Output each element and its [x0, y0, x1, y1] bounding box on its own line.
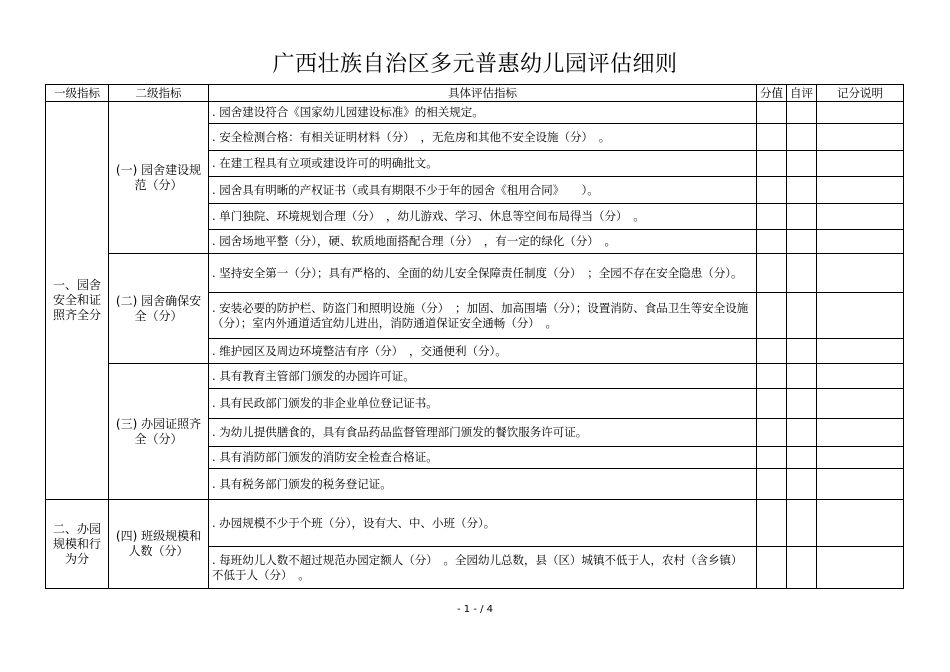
page-number: - 1 - / 4: [456, 604, 494, 615]
self-eval-cell: [787, 230, 817, 254]
table-row: [46, 364, 904, 389]
level1-cell: 一、园舍安全和证照齐全分: [46, 102, 109, 500]
self-eval-cell: [787, 547, 817, 589]
page-title: 广西壮族自治区多元普惠幼儿园评估细则: [272, 52, 678, 77]
notes-cell: [817, 419, 904, 447]
notes-cell: [817, 204, 904, 230]
criteria-cell: . 园舍具有明晰的产权证书（或具有期限不少于年的园舍《租用合同》 ）。: [209, 177, 757, 204]
table-row: [46, 102, 904, 124]
criteria-cell: . 具有民政部门颁发的非企业单位登记证书。: [209, 389, 757, 419]
header-criteria: 具体评估指标: [209, 85, 757, 102]
score-cell: [757, 151, 787, 177]
self-eval-cell: [787, 151, 817, 177]
header-level2: 二级指标: [109, 85, 209, 102]
score-cell: [757, 447, 787, 469]
score-cell: [757, 102, 787, 124]
self-eval-cell: [787, 364, 817, 389]
self-eval-cell: [787, 469, 817, 500]
score-cell: [757, 204, 787, 230]
notes-cell: [817, 230, 904, 254]
score-cell: [757, 339, 787, 364]
criteria-cell: . 具有教育主管部门颁发的办园许可证。: [209, 364, 757, 389]
notes-cell: [817, 500, 904, 547]
score-cell: [757, 177, 787, 204]
criteria-cell: . 每班幼儿人数不超过规范办园定额人（分） 。全园幼儿总数，县（区）城镇不低于人，农村（含乡镇）不低于人（分） 。: [209, 547, 757, 589]
self-eval-cell: [787, 124, 817, 151]
criteria-cell: . 安装必要的防护栏、防盗门和照明设施（分） ；加固、加高围墙（分）；设置消防、食品卫生等安全设施（分）；室内外通道适宜幼儿进出，消防通道保证安全通畅（分） 。: [209, 293, 757, 339]
notes-cell: [817, 177, 904, 204]
criteria-cell: . 单门独院、环境规划合理（分） ，幼儿游戏、学习、休息等空间布局得当（分） 。: [209, 204, 757, 230]
self-eval-cell: [787, 389, 817, 419]
criteria-cell: . 为幼儿提供膳食的，具有食品药品监督管理部门颁发的餐饮服务许可证。: [209, 419, 757, 447]
score-cell: [757, 230, 787, 254]
score-cell: [757, 469, 787, 500]
self-eval-cell: [787, 339, 817, 364]
notes-cell: [817, 469, 904, 500]
criteria-cell: . 园舍建设符合《国家幼儿园建设标准》的相关规定。: [209, 102, 757, 124]
notes-cell: [817, 389, 904, 419]
header-score: 分值: [757, 85, 787, 102]
criteria-cell: . 办园规模不少于个班（分），设有大、中、小班（分）。: [209, 500, 757, 547]
criteria-cell: . 维护园区及周边环境整洁有序（分） ，交通便利（分）。: [209, 339, 757, 364]
score-cell: [757, 124, 787, 151]
criteria-cell: . 坚持安全第一（分）；具有严格的、全面的幼儿安全保障责任制度（分） ；全园不存在安全隐患（分）。: [209, 254, 757, 293]
table-row: [46, 500, 904, 547]
criteria-cell: . 具有消防部门颁发的消防安全检查合格证。: [209, 447, 757, 469]
header-row: [46, 85, 904, 102]
notes-cell: [817, 124, 904, 151]
score-cell: [757, 547, 787, 589]
notes-cell: [817, 364, 904, 389]
score-cell: [757, 293, 787, 339]
level2-cell: (一) 园舍建设规范（分）: [109, 102, 209, 254]
header-level1: 一级指标: [46, 85, 109, 102]
notes-cell: [817, 102, 904, 124]
evaluation-table: [45, 84, 904, 589]
score-cell: [757, 419, 787, 447]
self-eval-cell: [787, 293, 817, 339]
score-cell: [757, 254, 787, 293]
notes-cell: [817, 547, 904, 589]
level2-cell: (三) 办园证照齐全（分）: [109, 364, 209, 500]
level2-cell: (四) 班级规模和人数（分）: [109, 500, 209, 589]
level2-cell: (二) 园舍确保安全（分）: [109, 254, 209, 364]
score-cell: [757, 500, 787, 547]
criteria-cell: . 安全检测合格：有相关证明材料（分） ，无危房和其他不安全设施（分） 。: [209, 124, 757, 151]
notes-cell: [817, 151, 904, 177]
self-eval-cell: [787, 500, 817, 547]
score-cell: [757, 364, 787, 389]
criteria-cell: . 在建工程具有立项或建设许可的明确批文。: [209, 151, 757, 177]
notes-cell: [817, 254, 904, 293]
self-eval-cell: [787, 204, 817, 230]
table-row: [46, 254, 904, 293]
self-eval-cell: [787, 419, 817, 447]
self-eval-cell: [787, 447, 817, 469]
level1-cell: 二、办园规模和行为分: [46, 500, 109, 589]
criteria-cell: . 园舍场地平整（分），硬、软质地面搭配合理（分） ，有一定的绿化（分） 。: [209, 230, 757, 254]
score-cell: [757, 389, 787, 419]
self-eval-cell: [787, 254, 817, 293]
header-notes: 记分说明: [817, 85, 904, 102]
header-self-eval: 自评: [787, 85, 817, 102]
criteria-cell: . 具有税务部门颁发的税务登记证。: [209, 469, 757, 500]
notes-cell: [817, 447, 904, 469]
self-eval-cell: [787, 102, 817, 124]
notes-cell: [817, 339, 904, 364]
self-eval-cell: [787, 177, 817, 204]
notes-cell: [817, 293, 904, 339]
